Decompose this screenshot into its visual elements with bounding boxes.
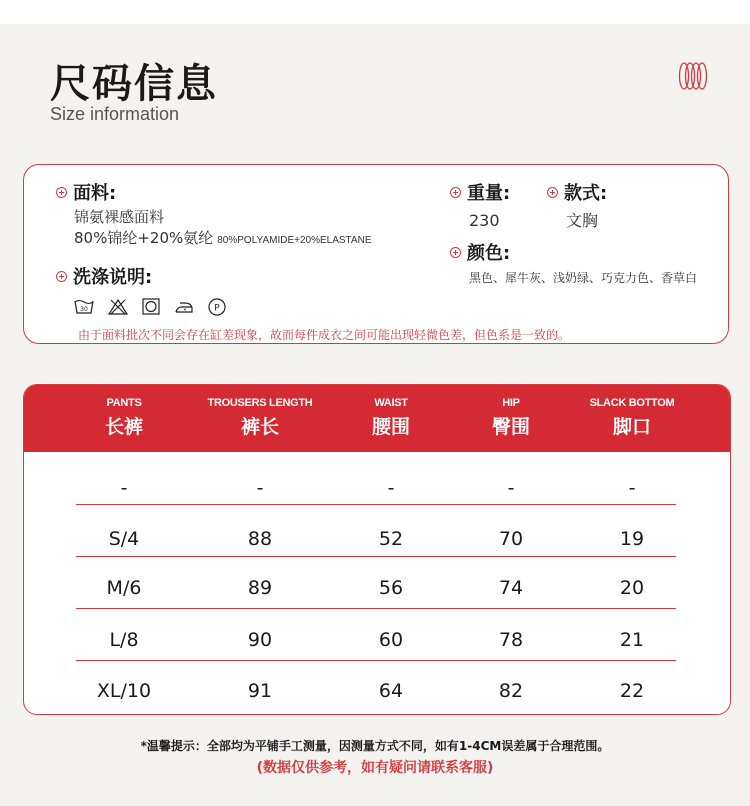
weight-label: 重量:: [467, 183, 511, 204]
reference-note: (数据仅供参考，如有疑问请联系客服): [256, 760, 494, 776]
table-row: L/8 90 60 78 21: [109, 629, 645, 651]
column-header-waist: WAIST 腰围: [371, 397, 410, 438]
column-header-hip: HIP 臀围: [491, 397, 530, 438]
color-difference-notice: 由于面料批次不同会存在缸差现象，故而每件成衣之间可能出现轻微色差，但色系是一致的。: [78, 328, 571, 342]
weight-value: 230: [469, 211, 500, 230]
style-value: 文胸: [566, 211, 599, 230]
plus-circle-icon: [56, 271, 67, 282]
plus-circle-icon: [450, 247, 461, 258]
fabric-composition-cn: 80%锦纶+20%氨纶: [74, 229, 214, 247]
product-info-panel: [23, 164, 729, 344]
top-band: [0, 0, 750, 24]
page-subtitle: Size information: [50, 104, 180, 124]
measurement-tip: *温馨提示：全部均为平铺手工测量，因测量方式不同，如有1-4CM误差属于合理范围。: [140, 739, 610, 753]
column-header-trousers-length: TROUSERS LENGTH 裤长: [207, 397, 313, 438]
color-section: [450, 239, 697, 289]
column-header-slack-bottom: SLACK BOTTOM 脚口: [589, 397, 675, 438]
size-table-header: [24, 385, 730, 452]
column-header-pants: PANTS 长裤: [104, 397, 143, 438]
brand-logo-icon: [678, 61, 710, 91]
no-bleach-icon: [108, 298, 128, 315]
fabric-name: 锦氨裸感面料: [74, 208, 165, 226]
row-divider: [76, 608, 676, 609]
fabric-composition: [74, 228, 371, 251]
svg-text:P: P: [214, 303, 220, 314]
weight-section: [450, 179, 510, 231]
fabric-label: 面料:: [73, 183, 117, 204]
fabric-composition-en: 80%POLYAMIDE+20%ELASTANE: [217, 235, 372, 246]
row-divider: [76, 660, 676, 661]
care-label: 洗涤说明:: [73, 267, 153, 288]
tumble-dry-icon: [142, 298, 160, 315]
page-title: 尺码信息: [50, 61, 218, 107]
style-label: 款式:: [564, 183, 608, 204]
color-options: 黑色、犀牛灰、浅奶绿、巧克力色、香草白: [469, 271, 698, 285]
table-row: XL/10 91 64 82 22: [96, 680, 645, 702]
table-row: - - - - -: [120, 477, 636, 499]
iron-low-icon: [174, 298, 194, 315]
dry-clean-p-icon: [208, 298, 226, 316]
care-section: [56, 263, 226, 316]
color-label: 颜色:: [467, 243, 511, 264]
hand-wash-30-icon: [74, 298, 94, 315]
plus-circle-icon: [450, 187, 461, 198]
row-divider: [76, 556, 676, 557]
fabric-section: [56, 179, 371, 251]
plus-circle-icon: [547, 187, 558, 198]
table-row: M/6 89 56 74 20: [106, 577, 645, 599]
svg-text:30: 30: [80, 306, 88, 313]
size-table: [23, 384, 731, 715]
table-row: S/4 88 52 70 19: [108, 528, 645, 550]
row-divider: [76, 504, 676, 505]
style-section: [547, 179, 607, 231]
plus-circle-icon: [56, 187, 67, 198]
